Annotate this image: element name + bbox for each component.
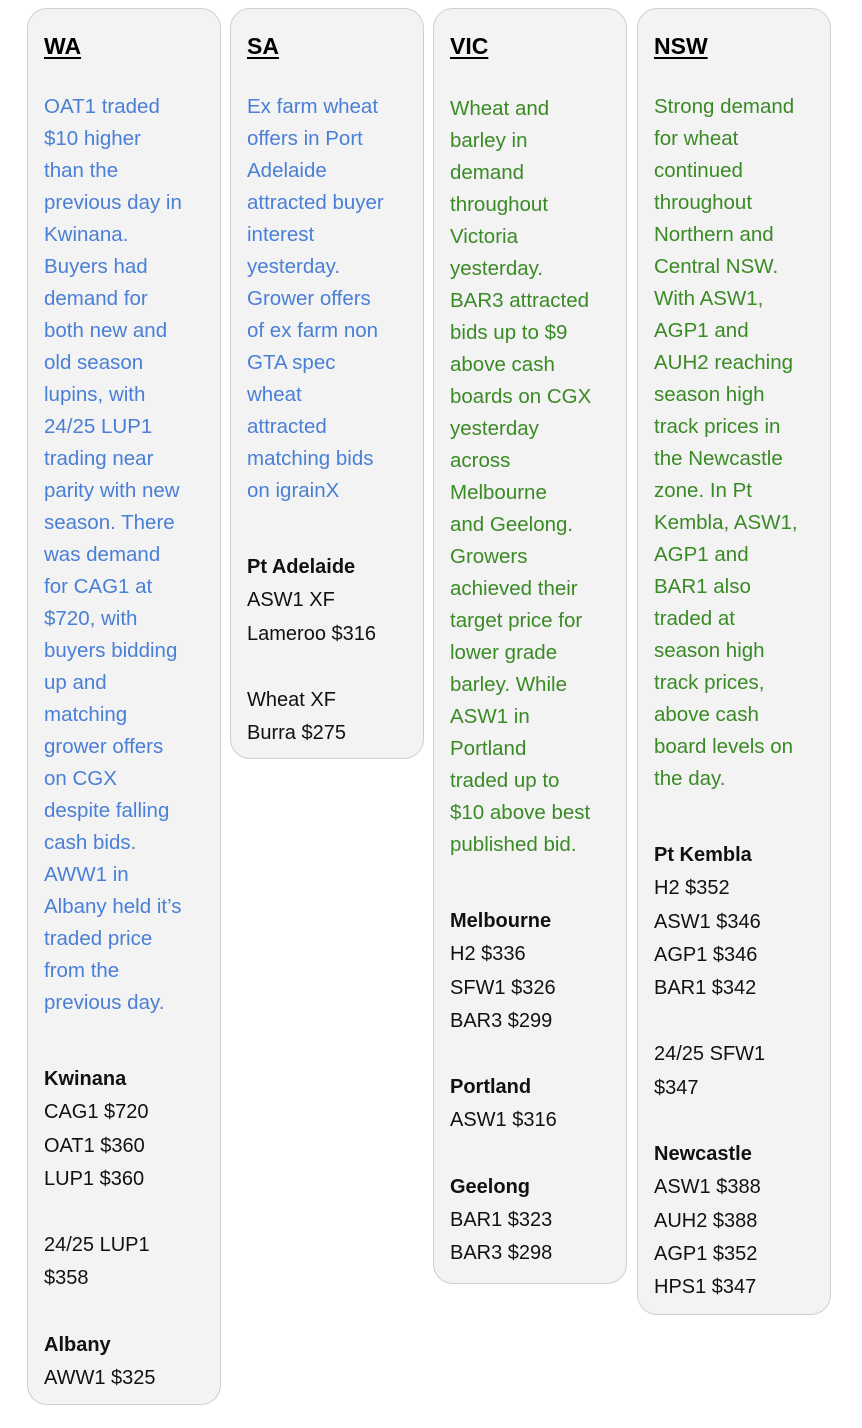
price-group-albany: [44, 1329, 212, 1396]
location-label-geelong: Geelong: [450, 1175, 531, 1198]
price-line: Wheat XF Burra $275: [247, 688, 346, 745]
price-group-geelong: [450, 1171, 618, 1271]
price-list-wa: [44, 1063, 212, 1395]
price-line: ASW1 XF Lameroo $316: [247, 589, 376, 645]
price-line: CAG1 $720: [44, 1101, 149, 1124]
region-summary-sa: Ex farm wheat offers in Port Adelaide attracted buyer interest yesterday. Grower offers of ex farm non GTA spec wheat attracted matching bids on igrainX: [247, 95, 384, 502]
region-card-vic: [433, 8, 627, 1284]
price-group-kwinana: [44, 1063, 212, 1196]
price-line: AWW1 $325: [44, 1367, 156, 1390]
price-line: HPS1 $347: [654, 1276, 757, 1299]
price-line: AGP1 $352: [654, 1242, 758, 1265]
region-card-wa: [27, 8, 221, 1405]
price-line: ASW1 $346: [654, 910, 761, 933]
region-card-sa: [230, 8, 424, 759]
price-line: BAR1 $323: [450, 1209, 553, 1232]
region-title-nsw: NSW: [654, 33, 708, 59]
region-summary-nsw: Strong demand for wheat continued throughout Northern and Central NSW. With ASW1, AGP1 and AUH2 reaching season high track prices in the Newcastle zone. In Pt Kembla, ASW1, AGP1 and BAR1 also traded at season high track prices, above cash board levels on the day.: [654, 95, 798, 790]
price-list-sa: [247, 551, 415, 750]
location-label-melbourne: Melbourne: [450, 910, 552, 932]
region-summary-vic: Wheat and barley in demand throughout Victoria yesterday. BAR3 attracted bids up to $9 above cash boards on CGX yesterday across Melbourne and Geelong. Growers achieved their target price for lower grade barley. While ASW1 in Portland traded up to $10 above best published bid.: [450, 97, 592, 856]
price-line: LUP1 $360: [44, 1167, 145, 1190]
price-list-vic: [450, 905, 618, 1271]
price-group-burra: [247, 684, 415, 751]
price-line: 24/25 SFW1 $347: [654, 1043, 766, 1099]
price-line: SFW1 $326: [450, 976, 556, 999]
price-list-nsw: [654, 839, 822, 1305]
location-label-newcastle: Newcastle: [654, 1143, 752, 1166]
price-group-old-season: [44, 1229, 212, 1296]
region-title-sa: SA: [247, 33, 279, 59]
price-group-portland: [450, 1071, 618, 1138]
location-label-pt-kembla: Pt Kembla: [654, 844, 752, 866]
region-card-nsw: [637, 8, 831, 1315]
price-group-old-season-sfw1: [654, 1038, 822, 1105]
price-line: OAT1 $360: [44, 1134, 145, 1157]
location-label-portland: Portland: [450, 1076, 532, 1099]
price-group-pt-kembla: [654, 839, 822, 1005]
region-title-vic: VIC: [450, 33, 489, 59]
price-group-newcastle: [654, 1138, 822, 1304]
location-label-pt-adelaide: Pt Adelaide: [247, 556, 356, 578]
price-line: BAR3 $299: [450, 1009, 553, 1032]
price-line: AGP1 $346: [654, 943, 758, 966]
price-group-melbourne: [450, 905, 618, 1038]
price-line: ASW1 $316: [450, 1109, 557, 1132]
location-label-kwinana: Kwinana: [44, 1068, 127, 1090]
region-summary-wa: OAT1 traded $10 higher than the previous day in Kwinana. Buyers had demand for both new and old season lupins, with 24/25 LUP1 trading near parity with new season. There was demand for CAG1 at $720, with buyers bidding up and matching grower offers on CGX despite falling cash bids. AWW1 in Albany held it’s traded price from the previous day.: [44, 95, 182, 1014]
price-group-pt-adelaide: [247, 551, 415, 651]
price-line: BAR3 $298: [450, 1242, 553, 1265]
price-line: H2 $352: [654, 877, 730, 900]
price-line: AUH2 $388: [654, 1209, 758, 1232]
region-title-wa: WA: [44, 33, 82, 59]
price-line: H2 $336: [450, 943, 526, 966]
price-line: ASW1 $388: [654, 1176, 761, 1199]
price-line: BAR1 $342: [654, 977, 757, 1000]
location-label-albany: Albany: [44, 1333, 111, 1356]
price-line: 24/25 LUP1 $358: [44, 1234, 150, 1290]
